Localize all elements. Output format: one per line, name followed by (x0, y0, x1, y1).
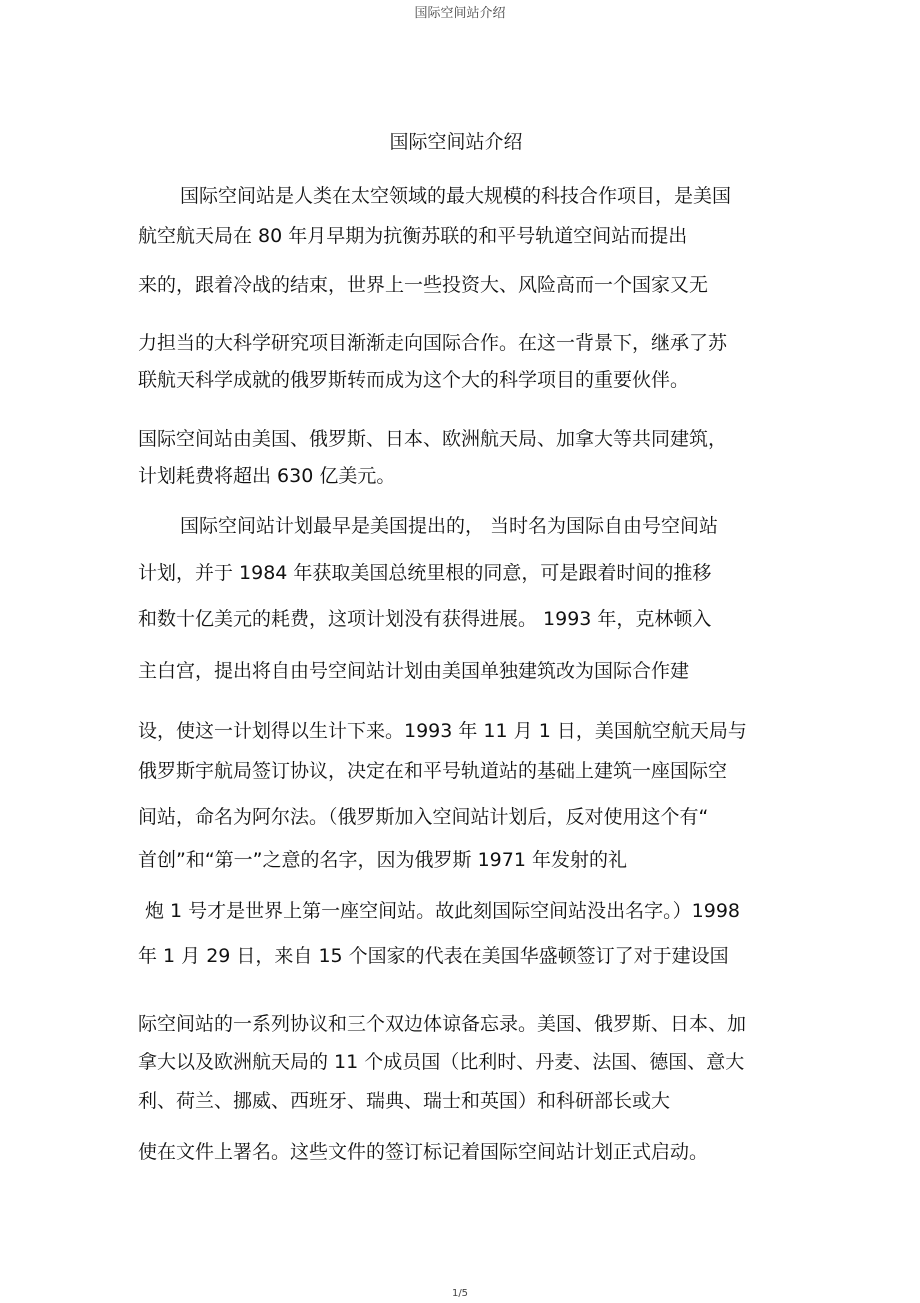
text-line: 首创”和“第一”之意的名字，因为俄罗斯 1971 年发射的礼 (138, 849, 627, 871)
text-line: 际空间站的一系列协议和三个双边体谅备忘录。美国、俄罗斯、日本、加 (138, 1013, 747, 1035)
text-line: 主白宫，提出将自由号空间站计划由美国单独建筑改为国际合作建 (138, 660, 690, 682)
text-line: 使在文件上署名。这些文件的签订标记着国际空间站计划正式启动。 (138, 1141, 709, 1163)
text-line: 设，使这一计划得以生计下来。1993 年 11 月 1 日，美国航空航天局与 (138, 720, 747, 742)
text-line: 力担当的大科学研究项目渐渐走向国际合作。在这一背景下，继承了苏 (138, 332, 728, 354)
text-line: 间站，命名为阿尔法。（俄罗斯加入空间站计划后，反对使用这个有“ (138, 806, 709, 828)
page-number: 1/5 (451, 1288, 469, 1299)
text-line: 航空航天局在 80 年月早期为抗衡苏联的和平号轨道空间站而提出 (138, 225, 688, 247)
text-line: 和数十亿美元的耗费，这项计划没有获得进展。 1993 年，克林顿入 (138, 608, 712, 630)
text-line: 国际空间站由美国、俄罗斯、日本、欧洲航天局、加拿大等共同建筑， (138, 428, 728, 450)
text-line: 计划耗费将超出 630 亿美元。 (138, 465, 396, 487)
text-line: 炮 1 号才是世界上第一座空间站。故此刻国际空间站没出名字。）1998 (145, 900, 741, 922)
text-line: 联航天科学成就的俄罗斯转而成为这个大的科学项目的重要伙伴。 (138, 369, 690, 391)
text-line: 来的，跟着冷战的结束，世界上一些投资大、风险高而一个国家又无 (138, 274, 709, 296)
document-title: 国际空间站介绍 (389, 131, 523, 153)
text-line: 俄罗斯宇航局签订协议，决定在和平号轨道站的基础上建筑一座国际空 (138, 760, 728, 782)
text-line: 计划，并于 1984 年获取美国总统里根的同意，可是跟着时间的推移 (138, 562, 712, 584)
text-line: 拿大以及欧洲航天局的 11 个成员国（比利时、丹麦、法国、德国、意大 (138, 1051, 745, 1073)
text-line: 国际空间站计划最早是美国提出的， 当时名为国际自由号空间站 (180, 515, 719, 537)
page-header: 国际空间站介绍 (414, 6, 506, 21)
text-line: 年 1 月 29 日，来自 15 个国家的代表在美国华盛顿签订了对于建设国 (138, 945, 729, 967)
text-line: 国际空间站是人类在太空领域的最大规模的科技合作项目，是美国 (180, 185, 732, 207)
text-line: 利、荷兰、挪威、西班牙、瑞典、瑞士和英国）和科研部长或大 (138, 1090, 671, 1112)
